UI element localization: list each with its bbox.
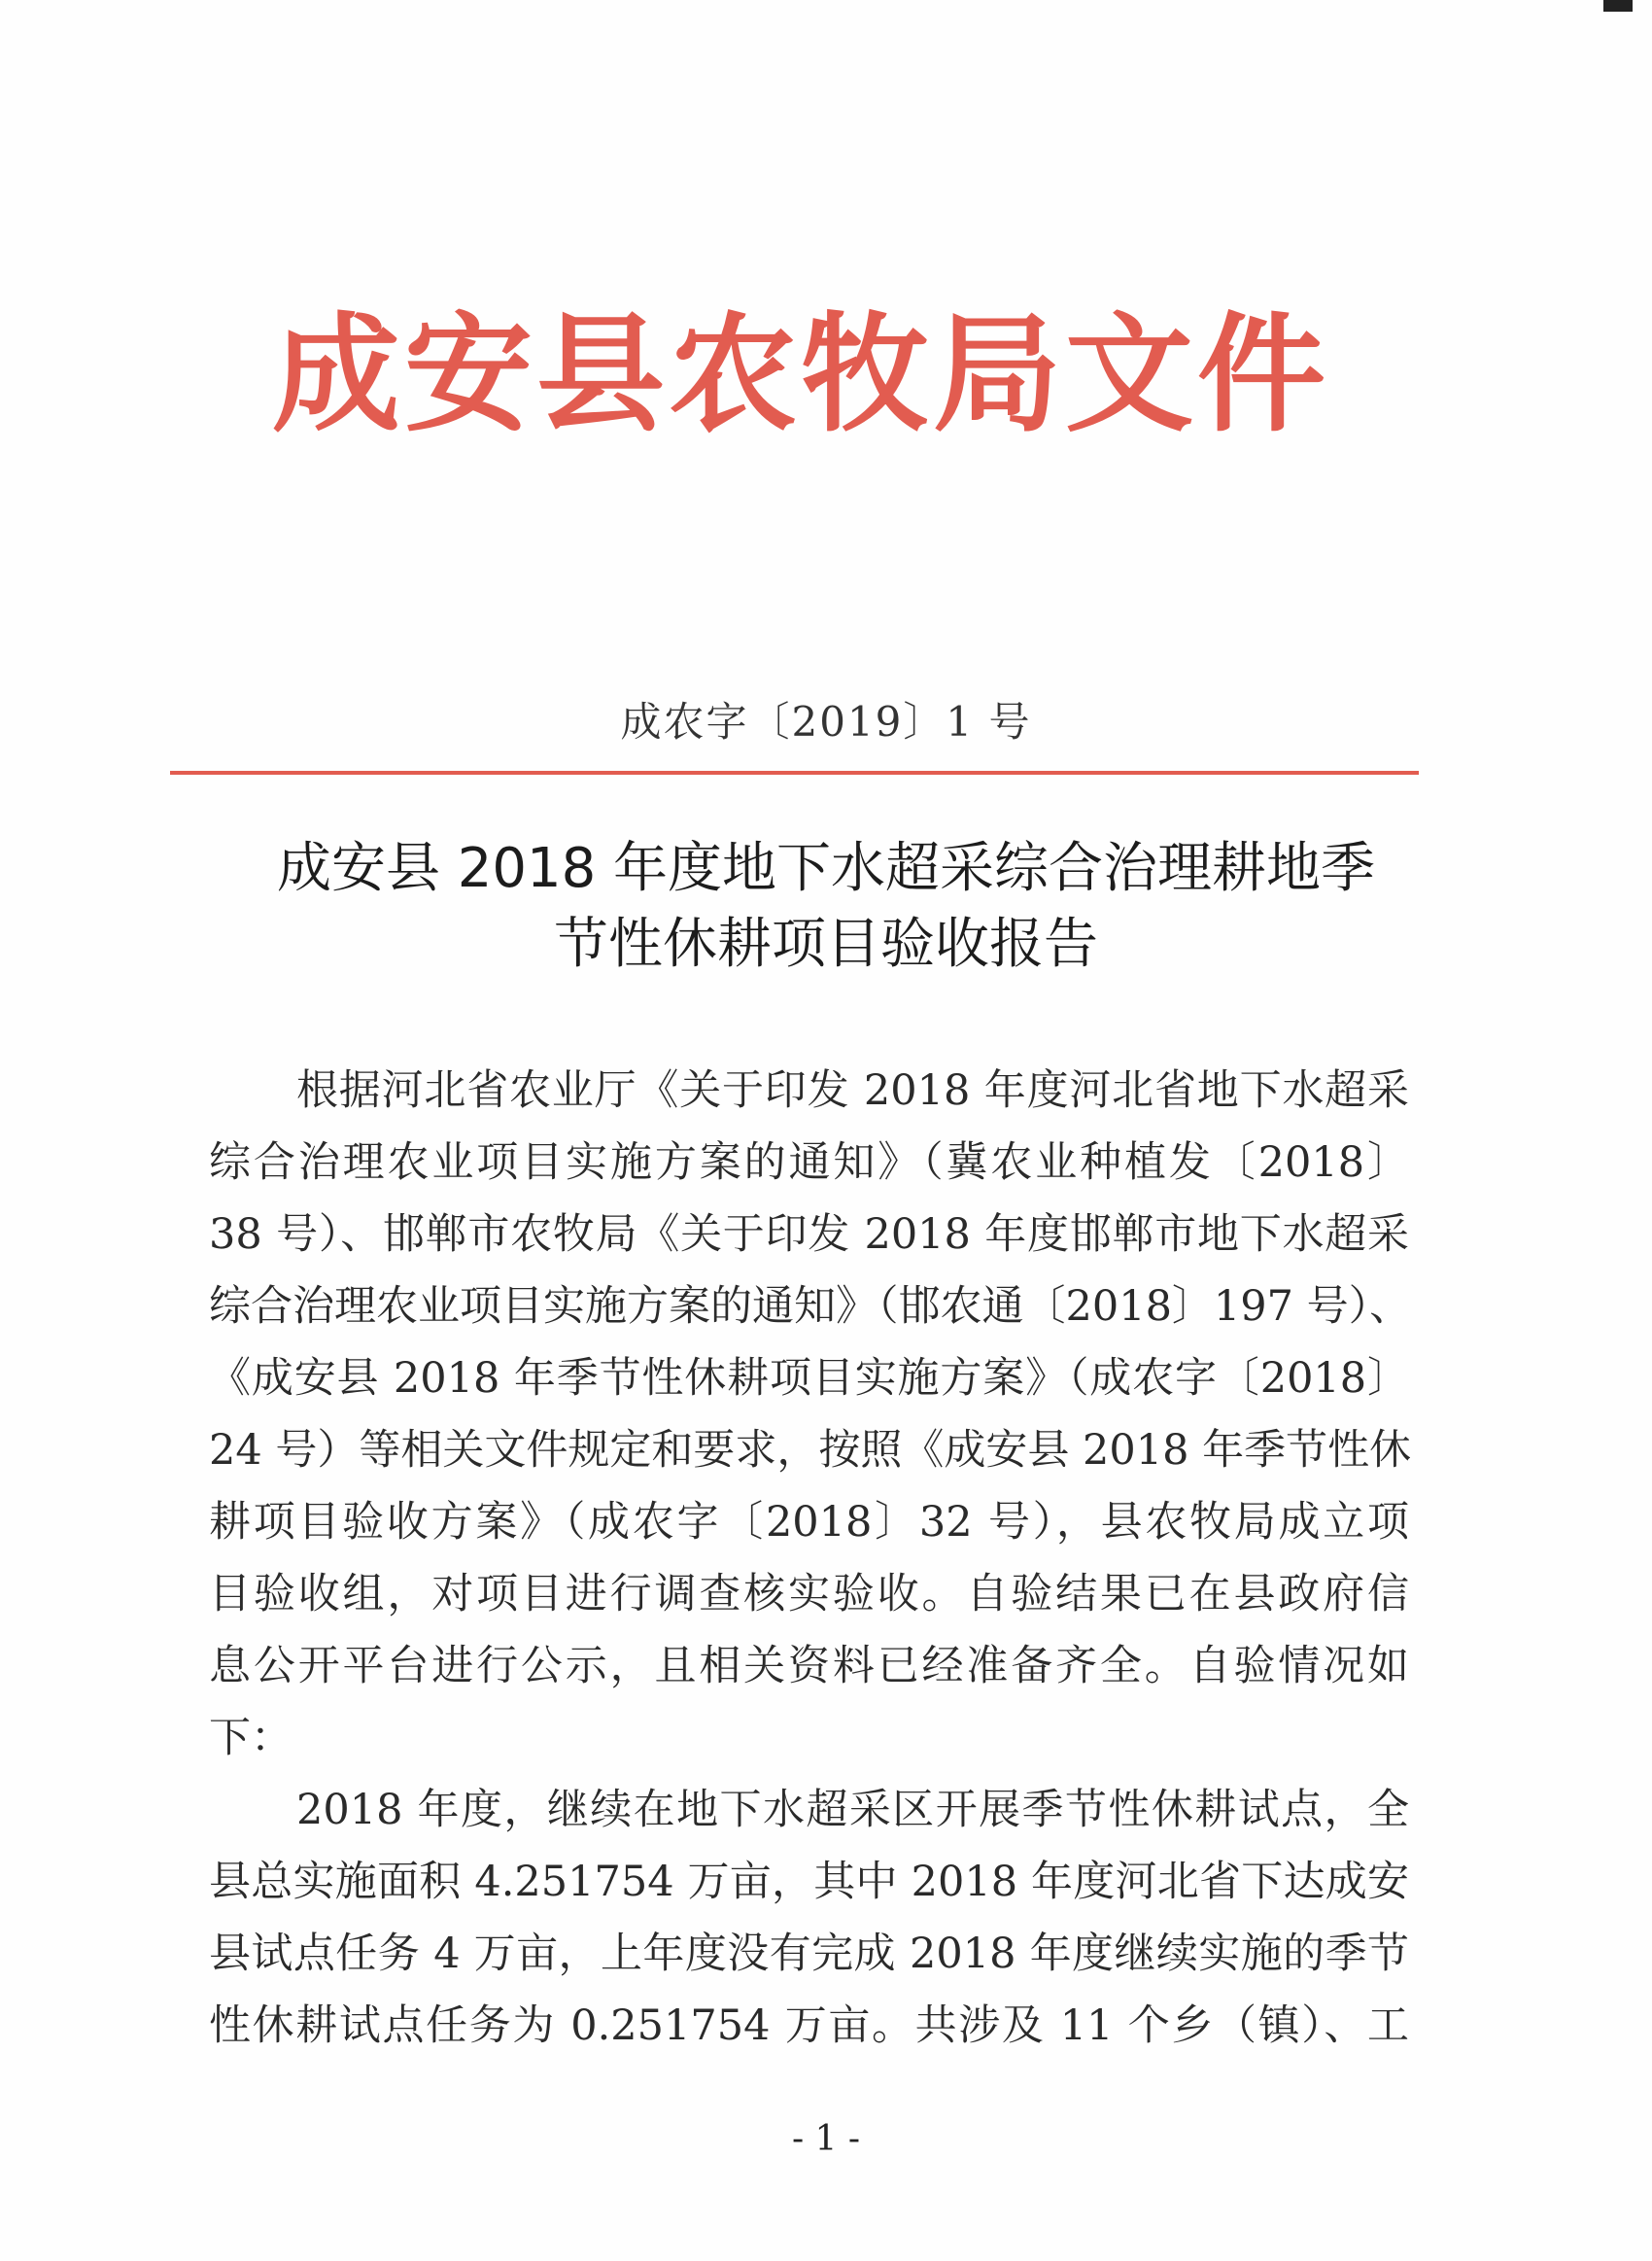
body-line: 综合治理农业项目实施方案的通知》（冀农业种植发〔2018〕: [209, 1138, 1409, 1187]
body-line: 24 号）等相关文件规定和要求，按照《成安县 2018 年季节性休: [209, 1426, 1412, 1475]
body-line: 《成安县 2018 年季节性休耕项目实施方案》（成农字〔2018〕: [209, 1354, 1409, 1403]
report-body: [209, 1055, 1412, 2062]
body-line: 综合治理农业项目实施方案的通知》（邯农通〔2018〕197 号）、: [209, 1282, 1412, 1331]
body-line: 38 号）、邯郸市农牧局《关于印发 2018 年度邯郸市地下水超采: [209, 1210, 1409, 1259]
report-title: [146, 831, 1506, 983]
body-line: 耕项目验收方案》（成农字〔2018〕32 号），县农牧局成立项: [209, 1498, 1409, 1547]
body-line: 县试点任务 4 万亩，上年度没有完成 2018 年度继续实施的季节: [209, 1930, 1409, 1978]
document-number: 成农字〔2019〕1 号: [620, 698, 1032, 746]
scan-corner-mark: [1603, 0, 1633, 12]
body-line: 县总实施面积 4.251754 万亩，其中 2018 年度河北省下达成安: [209, 1858, 1409, 1906]
body-line: 目验收组，对项目进行调查核实验收。自验结果已在县政府信: [209, 1570, 1409, 1618]
body-line: 根据河北省农业厅《关于印发 2018 年度河北省地下水超采: [296, 1066, 1409, 1115]
report-title-line: 节性休耕项目验收报告: [554, 913, 1098, 976]
body-line: 性休耕试点任务为 0.251754 万亩。共涉及 11 个乡（镇）、工: [209, 2001, 1409, 2050]
body-line: 2018 年度，继续在地下水超采区开展季节性休耕试点，全: [296, 1786, 1409, 1834]
issuing-authority-header: 成安县农牧局文件: [272, 299, 1329, 450]
report-title-line: 成安县 2018 年度地下水超采综合治理耕地季: [276, 837, 1376, 900]
page-number: - 1 -: [791, 2119, 861, 2159]
body-line: 下：: [209, 1714, 293, 1762]
red-divider-line: [170, 771, 1419, 775]
body-line: 息公开平台进行公示，且相关资料已经准备齐全。自验情况如: [209, 1642, 1409, 1690]
